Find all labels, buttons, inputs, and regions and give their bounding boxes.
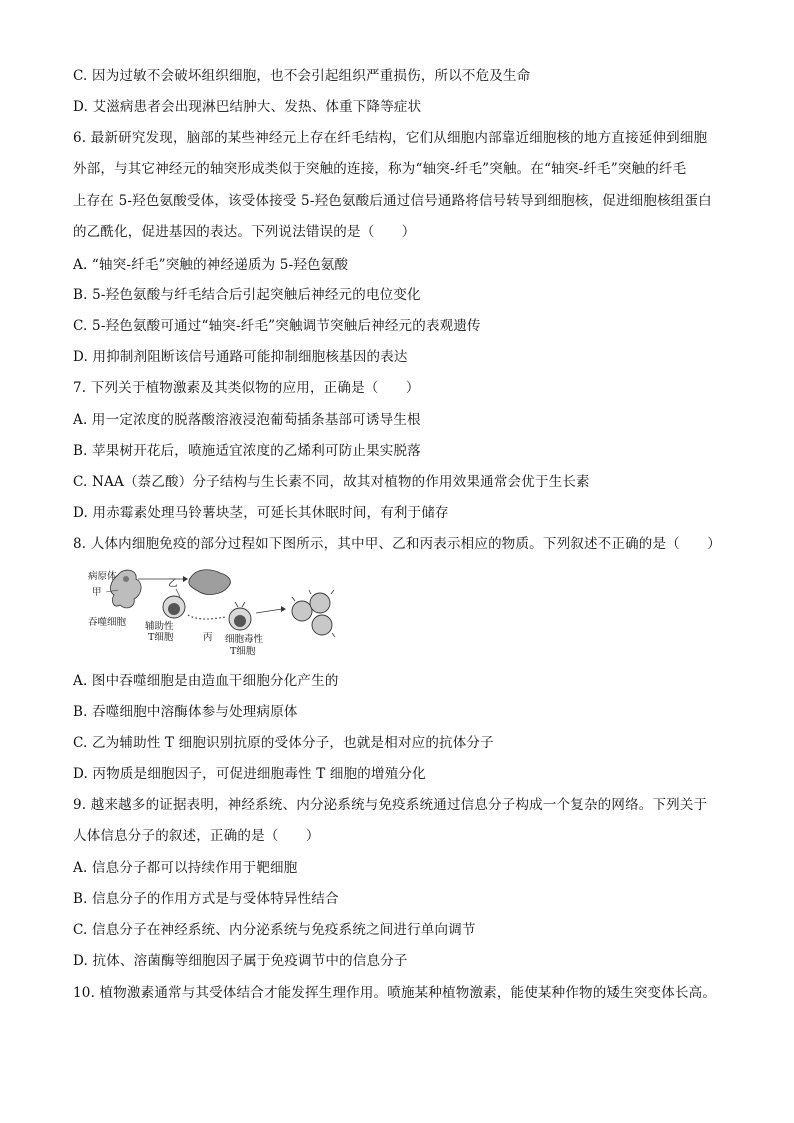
pathogen-particle: [123, 576, 129, 582]
daughter-cell-2: [310, 593, 330, 613]
q7-option-a: A. 用一定浓度的脱落酸溶液浸泡葡萄插条基部可诱导生根: [73, 412, 421, 428]
q8-stem: 8. 人体内细胞免疫的部分过程如下图所示，其中甲、乙和丙表示相应的物质。下列叙述不正确的是（ ）: [73, 536, 721, 552]
q7-stem: 7. 下列关于植物激素及其类似物的应用，正确是（ ）: [73, 380, 420, 396]
label-pathogen: 病原体: [88, 571, 117, 582]
q9-option-d: D. 抗体、溶菌酶等细胞因子属于免疫调节中的信息分子: [73, 953, 408, 969]
q5-option-d: D. 艾滋病患者会出现淋巴结肿大、发热、体重下降等症状: [73, 99, 422, 115]
daughter-cell-1: [292, 601, 312, 621]
q6-option-a: A. “轴突-纤毛”突触的神经递质为 5-羟色氨酸: [73, 257, 349, 273]
q8-option-a: A. 图中吞噬细胞是由造血干细胞分化产生的: [73, 673, 339, 689]
arrow-head-2: [281, 606, 286, 612]
arrow-head-1: [183, 576, 188, 582]
q6-stem-line-3: 上存在 5-羟色氨酸受体，该受体接受 5-羟色氨酸后通过信号通路将信号转导到细胞核，促进细胞核组蛋白: [73, 193, 712, 209]
pointer-yi: [176, 589, 180, 597]
q5-option-c: C. 因为过敏不会破坏组织细胞，也不会引起组织严重损伤，所以不危及生命: [73, 68, 531, 84]
cytotoxic-t-nucleus: [234, 615, 246, 627]
q7-option-d: D. 用赤霉素处理马铃薯块茎，可延长其休眠时间，有利于储存: [73, 505, 449, 521]
q9-option-c: C. 信息分子在神经系统、内分泌系统与免疫系统之间进行单向调节: [73, 922, 476, 938]
q6-stem-line-2: 外部，与其它神经元的轴突形成类似于突触的连接，称为“轴突-纤毛”突触。在“轴突-纤毛”突触的纤毛: [73, 161, 687, 177]
q6-stem-line-4: 的乙酰化，促进基因的表达。下列说法错误的是（ ）: [73, 224, 416, 240]
helper-t-nucleus: [168, 603, 180, 615]
label-bing: 丙: [203, 632, 213, 643]
q8-option-c: C. 乙为辅助性 T 细胞识别抗原的受体分子，也就是相对应的抗体分子: [73, 735, 494, 751]
q8-option-b: B. 吞噬细胞中溶酶体参与处理病原体: [73, 704, 298, 720]
q9-option-b: B. 信息分子的作用方式是与受体特异性结合: [73, 891, 339, 907]
arrow-to-daughters: [256, 609, 282, 613]
label-yi: 乙: [168, 578, 178, 589]
q9-option-a: A. 信息分子都可以持续作用于靶细胞: [73, 860, 298, 876]
q9-stem-line-2: 人体信息分子的叙述，正确的是（ ）: [73, 828, 320, 844]
q6-option-d: D. 用抑制剂阻断该信号通路可能抑制细胞核基因的表达: [73, 349, 408, 365]
q6-option-c: C. 5-羟色氨酸可通过“轴突-纤毛”突触调节突触后神经元的表观遗传: [73, 318, 481, 334]
label-cytotoxic-t-1: 细胞毒性: [225, 634, 264, 645]
cell-immunity-figure: [88, 565, 348, 657]
q10-stem: 10. 植物激素通常与其受体结合才能发挥生理作用。喷施某种植物激素，能使某种作物的矮生突变体长高。: [73, 985, 717, 1001]
q7-option-c: C. NAA（萘乙酸）分子结构与生长素不同，故其对植物的作用效果通常会优于生长素: [73, 474, 590, 490]
label-phagocyte: 吞噬细胞: [88, 617, 127, 628]
q6-option-b: B. 5-羟色氨酸与纤毛结合后引起突触后神经元的电位变化: [73, 287, 421, 303]
cytokine-flow: [188, 615, 226, 619]
label-helper-t-2: T细胞: [148, 632, 174, 643]
label-cytotoxic-t-2: T细胞: [230, 646, 256, 657]
label-helper-t-1: 辅助性: [145, 621, 174, 632]
receptor-1: [235, 602, 245, 607]
daughter-cell-3: [312, 615, 332, 635]
presenting-cell: [189, 570, 231, 595]
label-jia: 甲: [92, 587, 102, 598]
q6-stem-line-1: 6. 最新研究发现，脑部的某些神经元上存在纤毛结构，它们从细胞内部靠近细胞核的地方直接延伸到细胞: [73, 130, 708, 146]
q9-stem-line-1: 9. 越来越多的证据表明，神经系统、内分泌系统与免疫系统通过信息分子构成一个复杂的网络。下列关于: [73, 797, 708, 813]
q7-option-b: B. 苹果树开花后，喷施适宜浓度的乙烯利可防止果实脱落: [73, 443, 421, 459]
q8-option-d: D. 丙物质是细胞因子，可促进细胞毒性 T 细胞的增殖分化: [73, 766, 426, 782]
